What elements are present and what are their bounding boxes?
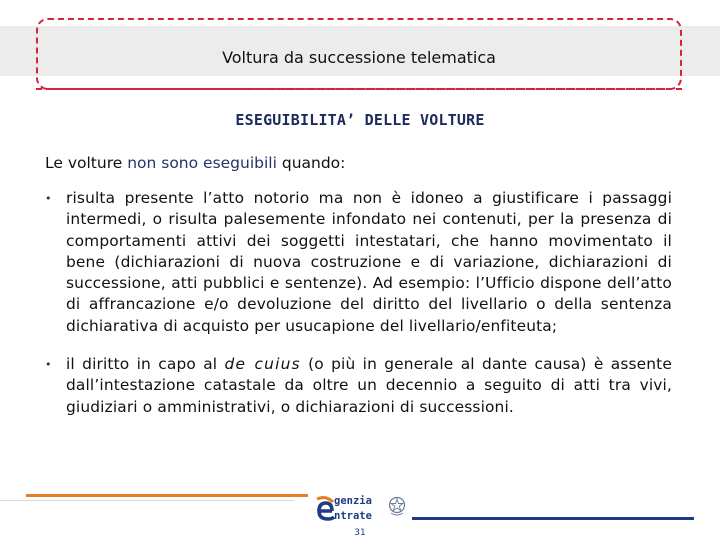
bullet-dot-icon: • xyxy=(45,192,52,205)
agenzia-entrate-logo xyxy=(312,491,410,525)
logo-text-line1: genzia xyxy=(334,495,372,507)
logo-e-icon xyxy=(314,496,336,522)
footer-orange-rule xyxy=(26,494,308,497)
header-divider xyxy=(36,88,682,90)
logo-text-line2: ntrate xyxy=(334,510,372,522)
intro-highlight: non sono eseguibili xyxy=(127,154,277,172)
intro-before: Le volture xyxy=(45,154,128,172)
bullet-item xyxy=(45,354,672,418)
section-title: ESEGUIBILITA’ DELLE VOLTURE xyxy=(235,111,485,129)
bullet-text-before: il diritto in capo al xyxy=(66,355,225,374)
bullet-text-italic: de cuius xyxy=(224,355,301,374)
slide-header-title: Voltura da successione telematica xyxy=(222,48,496,67)
footer-blue-rule xyxy=(412,517,694,520)
intro-after: quando: xyxy=(276,154,346,172)
intro-text xyxy=(45,154,345,172)
bullet-list xyxy=(45,188,672,418)
bullet-item xyxy=(45,188,672,337)
bullet-text-after: (o più in generale al dante causa) è assente dall’intestazione catastale da oltre un decennio a seguito di atti tra vivi, giudiziari o amministrativi, o dichiarazioni di successioni. xyxy=(66,355,672,416)
footer-gray-rule xyxy=(0,500,294,501)
bullet-dot-icon: • xyxy=(45,358,52,372)
page-number: 31 xyxy=(354,528,366,538)
bullet-text: risulta presente l’atto notorio ma non è idoneo a giustificare i passaggi intermedi, o risulta palesemente infondato nei contenuti, per la presenza di comportamenti attivi dei soggetti intestatari, che hanno movimentato il bene (dichiarazioni di nuova costruzione e di variazione, dichiarazioni di successione, atti pubblici e sentenze). Ad esempio: l’Ufficio dispone dell’atto di affrancazione e/o devoluzione del diritto del livellario o della sentenza dichiarativa di acquisto per usucapione del livellario/enfiteuta; xyxy=(66,189,672,335)
republic-emblem-icon xyxy=(388,495,406,517)
